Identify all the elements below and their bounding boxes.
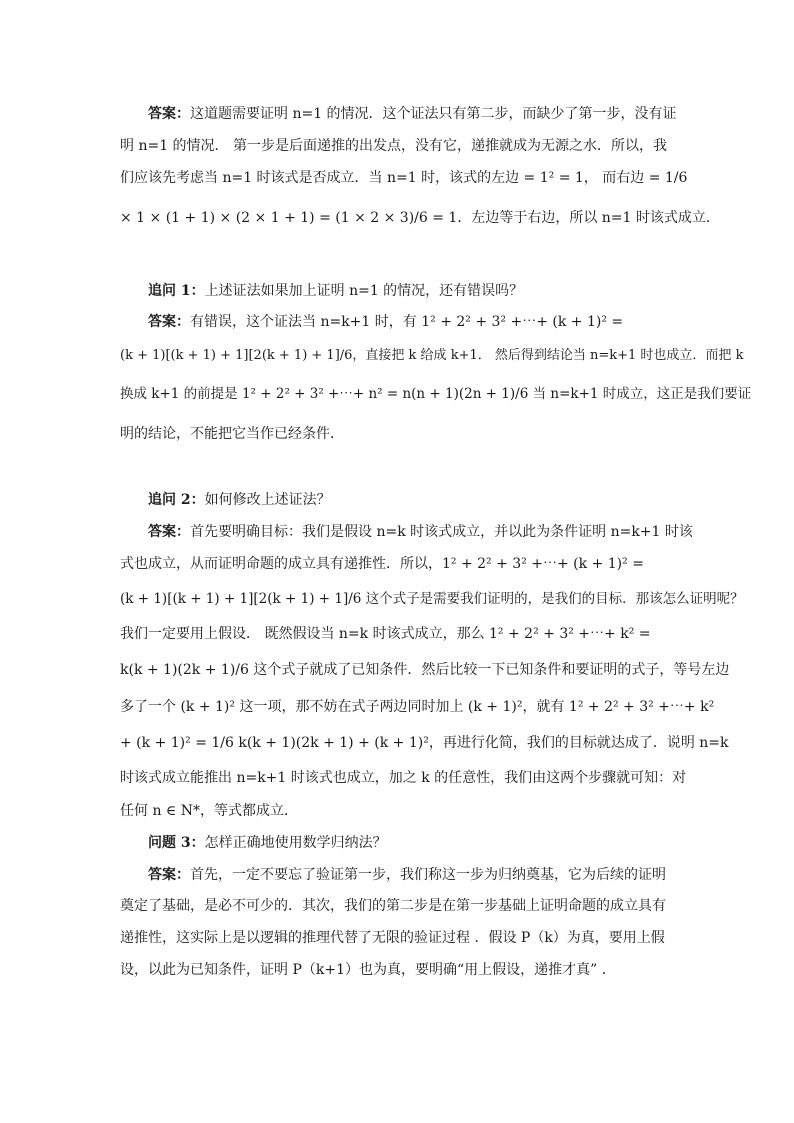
answer-line-2: 明 n=1 的情况． 第一步是后面递推的出发点，没有它，递推就成为无源之水．所以，我 [120, 138, 668, 154]
answer-line-4: × 1 × (1 + 1) × (2 × 1 + 1) = (1 × 2 × 3)/6 = 1．左边等于右边，所以 n=1 时该式成立． [120, 210, 720, 226]
followup-2-line [148, 490, 708, 510]
question-3-line [148, 833, 708, 853]
followup-2-answer-line-3: (k + 1)[(k + 1) + 1][2(k + 1) + 1]/6 这个式子是需要我们证明的，是我们的目标．那该怎么证明呢？ [120, 591, 744, 607]
followup-2-answer-line-8: 时该式成立能推出 n=k+1 时该式也成立，加之 k 的任意性，我们由这两个步骤就可知：对 [120, 770, 687, 786]
followup-2-answer-line-2: 式也成立，从而证明命题的成立具有递推性．所以，1² + 2² + 3² +⋯+ (k + 1)² = [120, 556, 644, 572]
answer-line-1: 答案：这道题需要证明 n=1 的情况．这个证法只有第二步，而缺少了第一步，没有证 [148, 106, 677, 122]
followup-1-question: 上述证法如果加上证明 n=1 的情况，还有错误吗？ [204, 283, 524, 299]
followup-2-question: 如何修改上述证法？ [204, 492, 331, 508]
answer-label: 答案： [148, 106, 190, 122]
followup-2-label: 追问 2： [148, 492, 205, 508]
followup-1-line [148, 281, 708, 301]
followup-2-answer-line-4: 我们一定要用上假设． 既然假设当 n=k 时该式成立，那么 1² + 2² + 3² +⋯+ k² = [120, 626, 651, 642]
followup-2-answer-line-5: k(k + 1)(2k + 1)/6 这个式子就成了已知条件．然后比较一下已知条件和要证明的式子，等号左边 [120, 662, 730, 678]
followup-1-answer-line-2: (k + 1)[(k + 1) + 1][2(k + 1) + 1]/6，直接把 k 给成 k+1． 然后得到结论当 n=k+1 时也成立．而把 k [120, 348, 744, 363]
followup-1-label: 追问 1： [148, 283, 205, 299]
followup-1-answer-label: 答案： [148, 314, 190, 330]
question-3-answer-label: 答案： [148, 867, 190, 883]
followup-2-answer-label: 答案： [148, 524, 190, 540]
followup-2-answer-line-6: 多了一个 (k + 1)² 这一项，那不妨在式子两边同时加上 (k + 1)²，就有 1² + 2² + 3² +⋯+ k² [120, 699, 715, 715]
answer-line-3: 们应该先考虑当 n=1 时该式是否成立．当 n=1 时，该式的左边 = 1² = 1， 而右边 = 1/6 [120, 170, 688, 186]
followup-2-answer-line-1: 答案：首先要明确目标：我们是假设 n=k 时该式成立，并以此为条件证明 n=k+1 时该 [148, 524, 693, 540]
question-3-answer-line-2: 奠定了基础，是必不可少的．其次，我们的第二步是在第一步基础上证明命题的成立具有 [120, 898, 666, 914]
question-3-answer-line-4: 设，以此为已知条件，证明 P（k+1）也为真，要明确“用上假设，递推才真” ． [120, 962, 616, 978]
question-3-label: 问题 3： [148, 835, 205, 851]
followup-2-answer-line-7: + (k + 1)² = 1/6 k(k + 1)(2k + 1) + (k + 1)²，再进行化简，我们的目标就达成了．说明 n=k [120, 735, 729, 751]
followup-1-answer-line-1: 答案：有错误，这个证法当 n=k+1 时，有 1² + 2² + 3² +⋯+ (k + 1)² = [148, 314, 624, 330]
followup-1-answer-line-3: 换成 k+1 的前提是 1² + 2² + 3² +⋯+ n² = n(n + 1)(2n + 1)/6 当 n=k+1 时成立，这正是我们要证 [120, 386, 752, 402]
followup-2-answer-line-9: 任何 n ∈ N*，等式都成立． [120, 803, 298, 819]
question-3-answer-line-3: 递推性，这实际上是以逻辑的推理代替了无限的验证过程 ．假设 P（k）为真，要用上假 [120, 930, 665, 946]
followup-1-answer-line-4: 明的结论，不能把它当作已经条件． [120, 426, 344, 442]
question-3-answer-line-1: 答案：首先，一定不要忘了验证第一步，我们称这一步为归纳奠基，它为后续的证明 [148, 867, 666, 883]
question-3-text: 怎样正确地使用数学归纳法？ [204, 835, 387, 851]
